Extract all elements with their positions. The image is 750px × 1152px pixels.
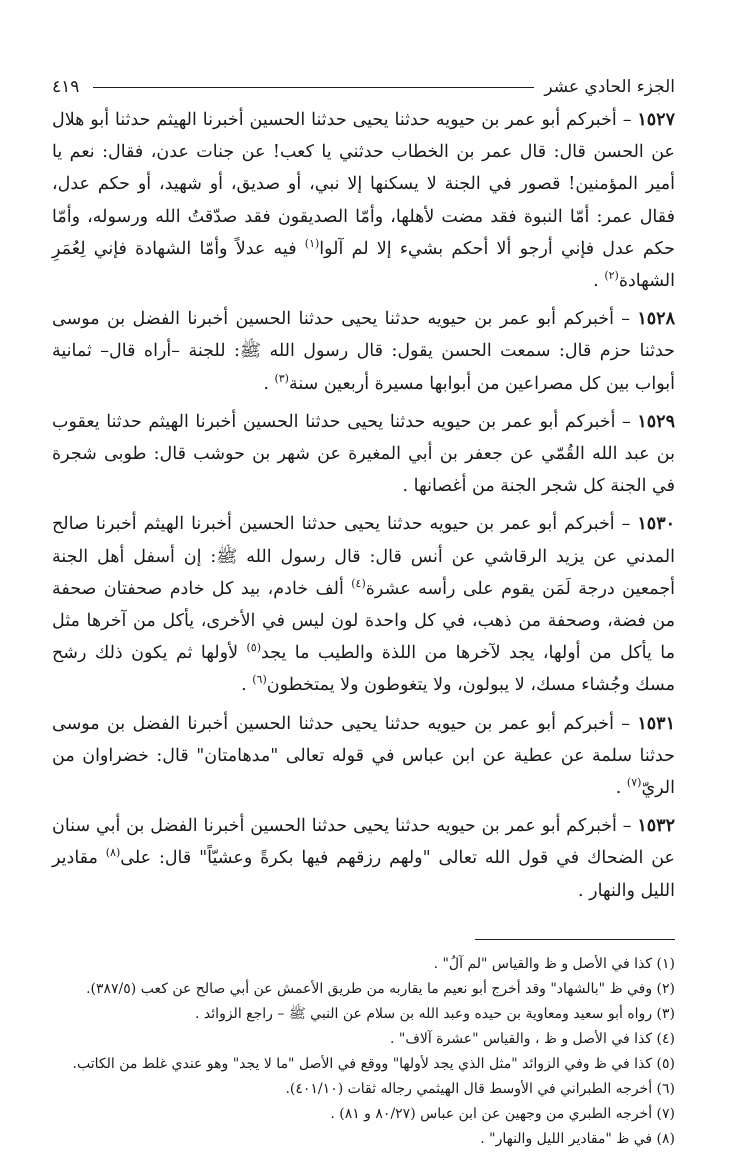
book-page: [52, 70, 675, 1147]
hadith-text: – أخبركم أبو عمر بن حيويه حدثنا يحيى حدثنا الحسين أخبرنا الفضل بن موسى حدثنا سلمة عن عطية عن ابن عباس في قوله تعالى "مدهامتان" قال: خضراوان من الريّ: [52, 713, 675, 799]
footnote-6: (٦) أخرجه الطبراني في الأوسط قال الهيثمي رجاله ثقات (٤٠١/١٠).: [285, 1080, 675, 1097]
footnote-3: (٣) رواه أبو سعيد ومعاوية بن حيده وعبد الله بن سلام عن النبي ﷺ – راجع الزوائد .: [195, 1005, 675, 1022]
hadith-end: .: [615, 778, 627, 799]
hadith-text: – أخبركم أبو عمر بن حيويه حدثنا يحيى حدثنا الحسين أخبرنا الفضل بن موسى حدثنا حزم قال: سمعت الحسن يقول: قال رسول الله ﷺ: للجنة –أراه قال– ثمانية أبواب بين كل مصراعين من أبوابها مسيرة أربعين سنة: [52, 309, 675, 394]
footnote-8: (٨) في ظ "مقادير الليل والنهار" .: [480, 1130, 675, 1147]
footnote-1: (١) كذا في الأصل و ظ والقياس "لم آلُ" .: [433, 955, 675, 972]
hadith-text: – أخبركم أبو عمر بن حيويه حدثنا يحيى حدثنا الحسين أخبرنا الهيثم أخبرنا صالح المدني عن يزيد الرقاشي عن أنس قال: قال رسول الله ﷺ: إن أسفل أهل الجنة أجمعين درجة لَمَن يقوم على رأسه عشرة: [52, 514, 675, 599]
hadith-number: ١٥٣٠: [637, 514, 675, 535]
footnote-7: (٧) أخرجه الطبري من وجهين عن ابن عباس (٨٠/٢٧ و ٨١) .: [330, 1105, 675, 1122]
hadith-text: ألف خادم، بيد كل خادم صحفتان صحفة من فضة، وصحفة من ذهب، في كل واحدة لون ليس في الأخرى، يأكل من آخرها مثل ما يأكل من أولها، يجد لآخرها من اللذة والطيب ما يجد: [52, 578, 675, 664]
main-text: [52, 104, 675, 907]
hadith-1532: [52, 810, 675, 907]
hadith-1531: [52, 708, 675, 805]
hadith-number: ١٥٢٨: [637, 309, 675, 330]
footnotes: [52, 952, 675, 1152]
hadith-end: .: [593, 271, 605, 292]
footnote-ref[interactable]: (٧): [626, 776, 642, 790]
header-rule: [93, 87, 534, 88]
hadith-text: – أخبركم أبو عمر بن حيويه حدثنا يحيى حدثنا الحسين أخبرنا الهيثم حدثنا أبو هلال عن الحسن قال: قال عمر بن الخطاب حدثني يا كعب! عن جنات عدن، فقال: نعم يا أمير المؤمنين! قصور في الجنة لا يسكنها إلا نبي، أو صديق، أو شهيد، أو حكم عدل، فقال عمر: أمّا النبوة فقد مضت لأهلها، وأمّا الصديقون فقد صدّقتُ الله ورسوله، وأمّا حكم عدل فإني أرجو ألا أحكم بشيء إلا لم آلوا: [52, 110, 675, 259]
footnote-ref[interactable]: (٢): [604, 269, 619, 283]
hadith-1530: [52, 508, 675, 701]
hadith-1527: [52, 104, 675, 297]
hadith-text: – أخبركم أبو عمر بن حيويه حدثنا يحيى حدثنا الحسين أخبرنا الفضل بن أبي سنان عن الضحاك في قول الله تعالى "ولهم رزقهم فيها بكرةً وعشيّاً" قال: على: [52, 816, 675, 869]
header-title: الجزء الحادي عشر: [544, 77, 675, 97]
footnote-ref[interactable]: (١): [304, 236, 320, 250]
hadith-1529: [52, 406, 675, 503]
page-number: ٤١٩: [52, 77, 80, 97]
footnote-separator: [475, 939, 675, 940]
hadith-number: ١٥٢٧: [637, 110, 675, 130]
running-header: [52, 70, 675, 104]
footnote-4: (٤) كذا في الأصل و ظ ، والقياس "عشرة آلاف" .: [389, 1030, 675, 1047]
footnote-ref[interactable]: (٤): [351, 577, 366, 591]
footnote-2: (٢) وفي ظ "بالشهاد" وقد أخرج أبو نعيم ما يقاربه من طريق الأعمش عن أبي صالح عن كعب (٣٨٧/٥).: [86, 980, 675, 997]
hadith-number: ١٥٣٢: [637, 816, 675, 837]
footnote-ref[interactable]: (٨): [105, 846, 121, 860]
footnote-ref[interactable]: (٦): [252, 673, 267, 687]
hadith-end: .: [241, 675, 253, 696]
footnote-5: (٥) كذا في ظ وفي الزوائد "مثل الذي يجد لأولها" ووقع في الأصل "ما لا يجد" وهو عندي غلط من الكاتب.: [72, 1055, 675, 1072]
hadith-1528: [52, 303, 675, 400]
hadith-text: فيه عدلاً وأمّا الشهادة فإني لِعُمَرِ الشهادة: [52, 238, 675, 292]
hadith-text: مقادير الليل والنهار: [52, 848, 675, 901]
hadith-number: ١٥٢٩: [637, 411, 675, 432]
footnote-ref[interactable]: (٣): [274, 371, 289, 385]
hadith-end: .: [263, 373, 275, 394]
hadith-text: – أخبركم أبو عمر بن حيويه حدثنا يحيى حدثنا الحسين أخبرنا الهيثم حدثنا يعقوب بن عبد الله القُمّي عن جعفر بن أبي المغيرة عن شهر بن حوشب قال: طوبى شجرة في الجنة كل شجر الجنة من أغصانها .: [52, 411, 675, 497]
hadith-number: ١٥٣١: [637, 713, 675, 734]
hadith-text: لأولها ثم يكون ذلك رشح مسك وجُشاء مسك، لا يبولون، ولا يتغوطون ولا يمتخطون: [52, 643, 675, 696]
hadith-end: .: [578, 880, 590, 901]
footnote-ref[interactable]: (٥): [246, 641, 261, 655]
